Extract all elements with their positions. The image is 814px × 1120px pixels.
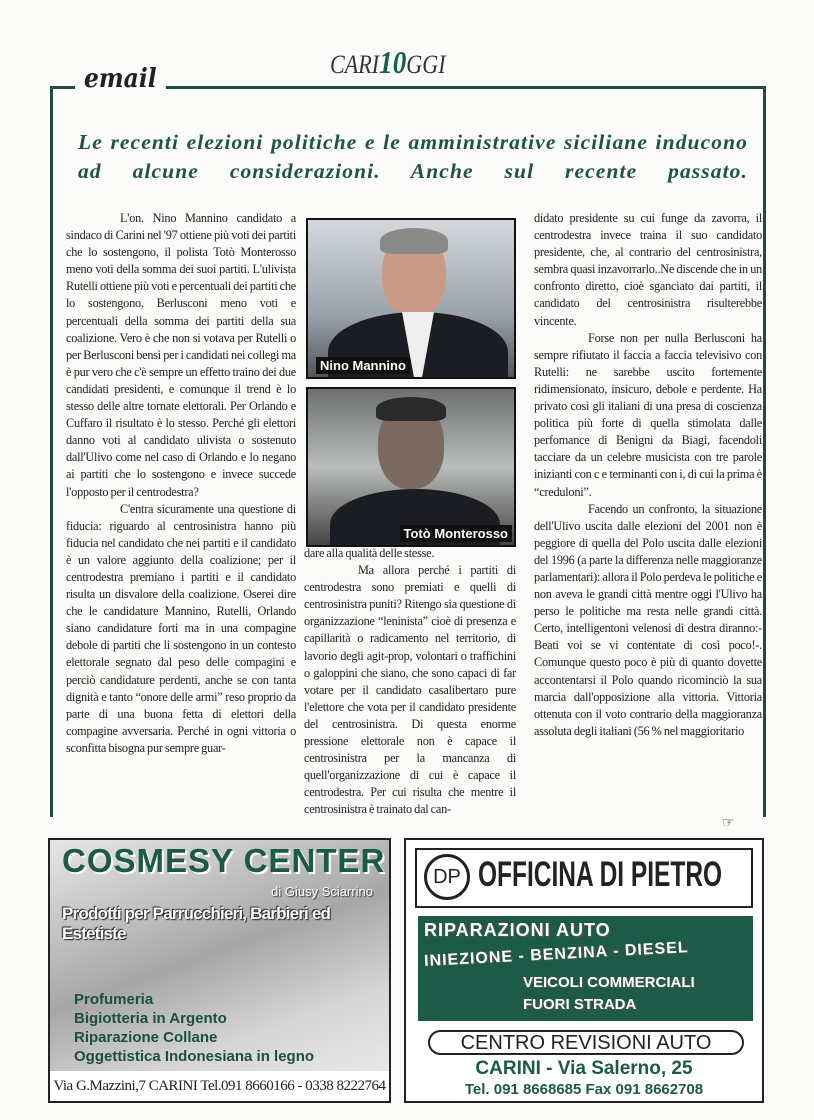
banner-line: FUORI STRADA — [523, 996, 637, 1013]
paragraph: Forse non per nulla Berlusconi ha sempre rifiutato il faccia a faccia televisivo con Rutelli: ne sarebbe uscito fortemente ridimensionato, insicuro, debole e perdente. Ha privato così gli italiani di una presa di coscienza politica più forte di quella stimolata dalle perfomance di Benigni da Biagi, facendoli tacciare da un celebre musicista con tre parole inizianti con c e terminanti con i, di cui la prima è “creduloni”. — [534, 330, 762, 499]
paragraph: Ma allora perché i partiti di centrodestra sono premiati e quelli di centrosinistra puniti? Ritengo sia questione di organizzazione “leninista” cioè di presenza e capillarità o radicamento nel territorio, di lavorio degli agit-prop, volontari o traffichini o galoppini che siano, che sono capaci di far votare per il candidato casalibertaro pure l'elettore che vota per il candidato presidente del centrosinistra. Di questa enorme pressione elettorale non è capace il centrosinistra per la mancanza di quell'organizzazione di cui è capace il centrodestra. Per cui risulta che mentre il centrosinistra è trainato dal can- — [304, 563, 516, 817]
continue-hand-icon: ☞ — [722, 816, 735, 831]
banner-line: INIEZIONE - BENZINA - DIESEL — [423, 939, 689, 970]
paragraph: didato presidente su cui funge da zavorra, il centrodestra invece traina il suo candidato presidente, che, al contrario del centrosinistra, sembra quasi inzavorrarlo..Ne discende che in un confronto diretto, cioè sganciato dai partiti, il candidato del centrosinistra risulterebbe vincente. — [534, 211, 762, 328]
banner-line: RIPARAZIONI AUTO — [424, 920, 611, 940]
ad-item: Bigiotteria in Argento — [74, 1010, 227, 1027]
ad-title: COSMESY CENTER — [62, 842, 386, 879]
paragraph: dare alla qualità delle stesse. — [304, 546, 435, 560]
ad-tagline: Prodotti per Parrucchieri, Barbieri ed Estetiste — [62, 904, 331, 943]
photo-nino-mannino — [306, 218, 516, 379]
ad-footer: Via G.Mazzini,7 CARINI Tel.091 8660166 - 0338 8222764 — [50, 1071, 389, 1101]
article-column-2 — [304, 545, 516, 819]
article-column-1 — [66, 210, 296, 757]
paragraph: L'on. Nino Mannino candidato a sindaco di Carini nel '97 ottiene più voti dei partiti che lo sostengono, il polista Totò Monterosso meno voti della somma dei suoi partiti. L'ulivista Rutelli ottiene più voti e percentuali dei partiti che lo sostengono, Berlusconi meno voti e percentuali della somma dei partiti della sua coalizione. Vero è che non si votava per Rutelli o per Berlusconi bensì per i candidati nei collegi ma è pur vero che c'è sempre un effetto traino dei due candidati presidenti, e comunque il trend è lo stesso delle altre tornate elettorali. Per Orlando e Cuffaro il risultato è lo stesso. Perché gli elettori danno voti al candidato ulivista o sostenuto dall'Ulivo come nel caso di Orlando e lo negano ai partiti che lo sostengono e invece succede l'opposto per il centrodestra? — [66, 211, 296, 499]
photo-caption: Nino Mannino — [316, 357, 410, 374]
services-banner — [418, 916, 753, 1021]
ad-items — [74, 990, 314, 1066]
banner-line: VEICOLI COMMERCIALI — [523, 974, 695, 991]
ad-title-wrap — [478, 854, 748, 898]
ad-item: Riparazione Collane — [74, 1029, 218, 1046]
ad-phones: Tel. 091 8668685 Fax 091 8662708 — [464, 1081, 704, 1098]
masthead-logo: CARI10GGI — [330, 44, 446, 80]
ad-address: CARINI - Via Salerno, 25 — [475, 1058, 693, 1079]
ad-officina-di-pietro — [404, 838, 764, 1103]
article-headline: Le recenti elezioni politiche e le amministrative siciliane inducono ad alcune considerazioni. Anche sul recente passato. — [78, 130, 748, 183]
ad-item: Profumeria — [74, 991, 154, 1008]
photo-toto-monterosso — [306, 387, 516, 547]
ad-title: OFFICINA DI PIETRO — [478, 855, 723, 894]
paragraph: Facendo un confronto, la situazione dell'Ulivo uscita dalle elezioni del 2001 non è peggiore di quella del Polo uscita dalle elezioni del 1996 (a parte la differenza nelle maggioranze parlamentari): allora il Polo perdeva le politiche e non aveva le grandi città mentre oggi l'Ulivo ha perso le politiche ma resta nelle grandi città. Certo, intelligentoni velenosi di destra diranno:- Beati voi se vi contentate di così poco!-. Comunque questo poco è più di quanto dovette accontentarsi il Polo quando ricominciò la sua marcia dall'opposizione alla vittoria. Vittoria ottenuta con il voto contrario della maggioranza assoluta degli italiani (56 % nel maggioritario — [534, 501, 762, 738]
ad-cosmesy-center — [48, 838, 391, 1103]
ad-item: Oggettistica Indonesiana in legno — [74, 1048, 315, 1065]
officina-logo-icon: DP — [424, 854, 470, 900]
paragraph: C'entra sicuramente una questione di fiducia: riguardo al centrosinistra hanno più fiducia nel candidato che nei partiti e il candidato è un valore aggiunto della coalizione; per il centrodestra premiano i partiti e il candidato risulta un disvalore della coalizione. Oserei dire che le candidature Mannino, Rutelli, Orlando siano candidature forti ma in una compagine debole di partiti che li sostengono in un contesto elettorale segnato dal peso delle compagini e perciò candidature perdenti, anche se con tanta dignità e tanto “onore delle armi” reso proprio da parte di una buona fetta di elettori della compagine avversaria. Perché in ogni vittoria o sconfitta bisogna pur sempre guar- — [66, 501, 296, 755]
photo-caption: Totò Monterosso — [400, 525, 512, 542]
article-column-3 — [534, 210, 762, 740]
revisioni-label: CENTRO REVISIONI AUTO — [428, 1030, 744, 1055]
section-label: email — [75, 64, 166, 94]
ad-owner: di Giusy Sciarrino — [271, 884, 373, 899]
